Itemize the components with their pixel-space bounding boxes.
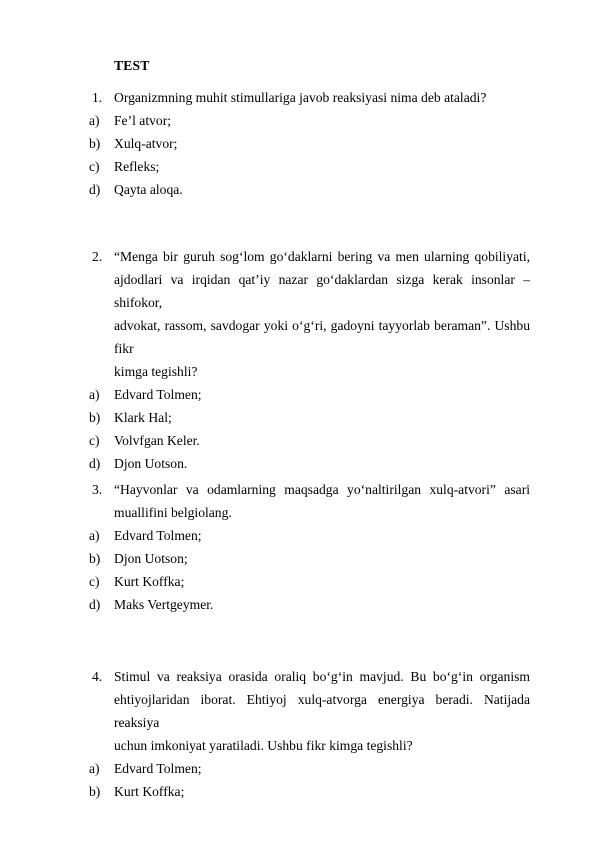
question-line: “Hayvonlar va odamlarning maqsadga yo‘naltirilgan xulq-atvori” asari [114, 482, 530, 497]
question-text [92, 478, 530, 524]
option-text: Kurt Koffka; [114, 784, 185, 799]
option-letter: d) [89, 456, 101, 471]
option-text: Klark Hal; [114, 410, 172, 425]
option-letter: d) [89, 182, 101, 197]
answer-option [89, 524, 530, 547]
answer-option [89, 178, 530, 201]
answer-option [89, 109, 530, 132]
question-line: advokat, rassom, savdogar yoki o‘g‘ri, gadoyni tayyorlab beraman”. Ushbu fikr [114, 318, 530, 356]
question-text [92, 665, 530, 757]
option-text: Edvard Tolmen; [114, 761, 202, 776]
question-line: ehtiyojlaridan iborat. Ehtiyoj xulq-atvorga energiya beradi. Natijada reaksiya [114, 692, 530, 730]
option-text: Refleks; [114, 159, 160, 174]
question-line: uchun imkoniyat yaratiladi. Ushbu fikr kimga tegishli? [114, 738, 413, 753]
answer-option [89, 383, 530, 406]
question-number: 3. [92, 482, 103, 497]
option-text: Djon Uotson; [114, 551, 188, 566]
option-text: Djon Uotson. [114, 456, 188, 471]
question-3 [89, 478, 530, 616]
question-2 [89, 245, 530, 475]
answer-option [89, 406, 530, 429]
answer-option [89, 429, 530, 452]
question-text [92, 245, 530, 383]
question-number: 1. [92, 90, 103, 105]
option-text: Kurt Koffka; [114, 574, 185, 589]
answer-option [89, 593, 530, 616]
option-letter: b) [89, 136, 101, 151]
option-letter: b) [89, 784, 101, 799]
answer-option [89, 452, 530, 475]
option-text: Maks Vertgeymer. [114, 597, 214, 612]
question-line: muallifini belgiolang. [114, 505, 232, 520]
question-1 [89, 86, 530, 201]
option-letter: d) [89, 597, 101, 612]
answer-option [89, 132, 530, 155]
answer-option [89, 547, 530, 570]
option-letter: a) [89, 528, 100, 543]
question-line: kimga tegishli? [114, 364, 198, 379]
option-text: Edvard Tolmen; [114, 387, 202, 402]
option-letter: c) [89, 574, 100, 589]
question-line: Stimul va reaksiya orasida oraliq bo‘g‘in mavjud. Bu bo‘g‘in organism [114, 669, 530, 684]
question-number: 2. [92, 249, 103, 264]
option-text: Xulq-atvor; [114, 136, 178, 151]
answer-option [89, 155, 530, 178]
question-line: ajdodlari va irqidan qat’iy nazar go‘daklardan sizga kerak insonlar – shifokor, [114, 272, 530, 310]
option-text: Edvard Tolmen; [114, 528, 202, 543]
option-letter: a) [89, 761, 100, 776]
option-letter: c) [89, 433, 100, 448]
question-line: Organizmning muhit stimullariga javob reaksiyasi nima deb ataladi? [114, 90, 487, 105]
option-text: Volvfgan Keler. [114, 433, 200, 448]
option-letter: b) [89, 551, 101, 566]
answer-option [89, 570, 530, 593]
question-number: 4. [92, 669, 103, 684]
answer-option [89, 780, 530, 803]
question-line: “Menga bir guruh sog‘lom go‘daklarni bering va men ularning qobiliyati, [114, 249, 530, 264]
question-4 [89, 665, 530, 803]
option-text: Qayta aloqa. [114, 182, 183, 197]
answer-option [89, 757, 530, 780]
option-letter: a) [89, 113, 100, 128]
option-letter: b) [89, 410, 101, 425]
option-text: Fe’l atvor; [114, 113, 172, 128]
page-title: TEST [114, 58, 150, 73]
option-letter: a) [89, 387, 100, 402]
option-letter: c) [89, 159, 100, 174]
question-text [92, 86, 530, 109]
